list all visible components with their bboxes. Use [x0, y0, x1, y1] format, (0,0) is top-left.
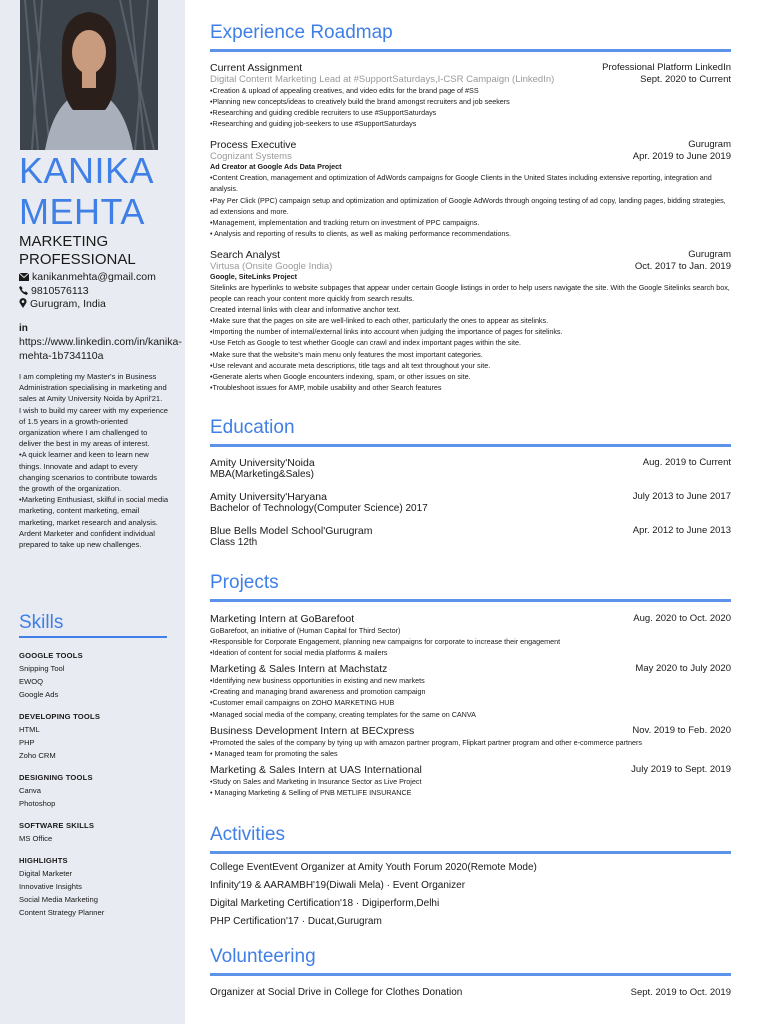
skill-item: Photoshop: [19, 799, 56, 808]
candidate-name: [19, 150, 184, 232]
job-project: Google, SiteLinks Project: [210, 271, 298, 281]
experience-heading: Experience Roadmap: [210, 22, 393, 43]
education-entry: [210, 457, 731, 480]
skill-group-highlights: [19, 855, 169, 919]
linkedin-link[interactable]: https://www.linkedin.com/in/kanika-mehta-1b734110a: [19, 336, 182, 362]
skill-item: MS Office: [19, 834, 53, 843]
project-title: Marketing & Sales Intern at Machstatz: [210, 663, 388, 676]
section-divider: [210, 973, 731, 976]
project-dates: Nov. 2019 to Feb. 2020: [632, 724, 731, 736]
school-name: Blue Bells Model School'Gurugram: [210, 525, 373, 537]
phone-text: 9810576113: [31, 285, 89, 297]
skill-item: Social Media Marketing: [19, 895, 98, 904]
job-company: Cognizant Systems: [210, 151, 292, 163]
project-dates: May 2020 to July 2020: [635, 663, 731, 675]
email-contact[interactable]: [19, 271, 156, 284]
job-title: Process Executive: [210, 139, 297, 152]
job-place: Professional Platform LinkedIn: [602, 62, 731, 73]
school-name: Amity University'Haryana: [210, 491, 327, 503]
project-bullets: •Identifying new business opportunities in existing and new markets •Creating and managing brand awareness and promotion campaign •Customer email campaigns on ZOHO MARKETING HUB •Managed social media of the company, creating templates for the same on CANVA: [210, 676, 476, 719]
education-entry: [210, 525, 731, 548]
project-dates: Aug. 2020 to Oct. 2020: [633, 613, 731, 624]
phone-icon: [19, 286, 28, 295]
map-pin-icon: [19, 298, 27, 308]
activity-item: Infinity'19 & AARAMBH'19(Diwali Mela) · Event Organizer: [210, 880, 466, 891]
skill-item: Innovative Insights: [19, 882, 82, 891]
job-title: MARKETING PROFESSIONAL: [19, 233, 136, 268]
job-entry: [210, 249, 731, 393]
education-section: [210, 417, 731, 548]
skill-item: Google Ads: [19, 690, 59, 699]
job-bullets: Sitelinks are hyperlinks to website subpages that appear under certain Google listings in order to help users navigate the site. With the Google Sitelinks search box, people can reach your content more quickly from search results. Created internal links with clear and informative anchor text. •Make sure that the pages on site are well-linked to each other, particularly the ones to appear as sitelinks. •Importing the number of internal/external links into account when judging the importance of pages for sitelinks. •Use Fetch as Google to test whether Google can crawl and index important pages within the site. •Make sure that the website's main menu only features the most important categories. •Use relevant and accurate meta descriptions, title tags and alt text throughout your site. •Generate alerts when Google encounters indexing, spam, or other issues on site. •Troubleshoot issues for AMP, mobile usability and other Search features: [210, 282, 730, 392]
phone-contact[interactable]: [19, 285, 89, 298]
skill-group-software-skills: [19, 820, 169, 845]
first-name: KANIKA: [19, 150, 155, 191]
project-entry: [210, 613, 731, 658]
volunteering-entry: [210, 987, 731, 999]
job-dates: Apr. 2019 to June 2019: [632, 151, 731, 163]
profile-summary: I am completing my Master's in Business Administration specialising in marketing and sales at Amity University Noida by April'21. I wish to build my career with my experience of 1.5 years in a growth-oriented organization where I am challenged to deliver the best in my areas of interest. •A quick learner and keen to learn new things. Innovate and adapt to every changing scenarios to contribute towards the growth of the organization. •Marketing Enthusiast, skilful in social media marketing, content marketing, email marketing, market research and analysis. Ardent Marketer and confident individual prepared to take up new challenges.: [19, 372, 169, 550]
skill-category: SOFTWARE SKILLS: [19, 821, 95, 830]
education-dates: July 2013 to June 2017: [632, 491, 731, 502]
project-bullets: •Promoted the sales of the company by tying up with amazon partner program, Flipkart partner program and other e-commerce partners • Managed team for promoting the sales: [210, 737, 642, 758]
job-entry: [210, 62, 731, 129]
skills-heading: Skills: [19, 612, 64, 633]
job-place: Gurugram: [688, 139, 731, 151]
skill-group-designing-tools: [19, 772, 169, 810]
volunteering-section: [210, 946, 731, 999]
projects-heading: Projects: [210, 572, 279, 593]
project-bullets: GoBarefoot, an initiative of (Human Capital for Third Sector) •Responsible for Corporate Engagement, planning new campaigns for corporate to increase their engagement •Ideation of content for social media platforms & mailers: [210, 626, 561, 658]
job-company: Digital Content Marketing Lead at #SupportSaturdays,I-CSR Campaign (LinkedIn): [210, 74, 555, 85]
projects-section: [210, 572, 731, 798]
activities-section: [210, 824, 731, 931]
activity-item: College EventEvent Organizer at Amity Youth Forum 2020(Remote Mode): [210, 862, 537, 873]
volunteering-title: Organizer at Social Drive in College for Clothes Donation: [210, 987, 463, 998]
skill-item: Snipping Tool: [19, 664, 65, 673]
skill-category: GOOGLE TOOLS: [19, 651, 83, 660]
degree: Bachelor of Technology(Computer Science) 2017: [210, 503, 428, 514]
degree: MBA(Marketing&Sales): [210, 469, 314, 480]
job-project: Ad Creator at Google Ads Data Project: [210, 162, 342, 172]
volunteering-heading: Volunteering: [210, 946, 316, 967]
job-title: Current Assignment: [210, 62, 303, 74]
project-bullets: •Study on Sales and Marketing in Insurance Sector as Live Project • Managing Marketing & Selling of PNB METLIFE INSURANCE: [210, 776, 422, 797]
location-text: Gurugram, India: [30, 298, 106, 310]
section-divider: [210, 49, 731, 52]
job-bullets: •Creation & upload of appealing creatives, and video edits for the brand page of #SS •Planning new concepts/ideas to creatively build the brand amongst recruiters and job seekers •Researching and guiding credible recruiters to use #SupportSaturdays •Researching and guiding job-seekers to use #SupportSaturdays: [210, 86, 510, 129]
skill-category: DESIGNING TOOLS: [19, 773, 93, 782]
job-entry: [210, 139, 731, 239]
project-entry: [210, 725, 731, 759]
job-bullets: •Content Creation, management and optimization of AdWords campaigns for Google Clients in the United States including extensive reporting, integration and analysis. •Pay Per Click (PPC) campaign setup and optimization and optimization of Google AdWords through ongoing testing of ad copy, landing pages, bidding strategies, ad extensions and more. •Management, implementation and tracking return on investment of PPC campaigns. • Analysis and reporting of results to clients, as well as making performance recommendations.: [210, 173, 726, 238]
email-text: kanikanmehta@gmail.com: [32, 271, 156, 283]
last-name: MEHTA: [19, 191, 145, 232]
skill-item: HTML: [19, 725, 40, 734]
job-dates: Sept. 2020 to Current: [640, 74, 731, 85]
project-title: Marketing Intern at GoBarefoot: [210, 613, 355, 625]
experience-section: [210, 22, 731, 393]
profile-photo: [20, 0, 158, 150]
skill-item: PHP: [19, 738, 35, 747]
job-dates: Oct. 2017 to Jan. 2019: [634, 260, 731, 272]
section-divider: [210, 599, 731, 602]
skills-divider: [19, 636, 167, 638]
activities-heading: Activities: [210, 824, 285, 845]
activity-item: PHP Certification'17 · Ducat,Gurugram: [210, 916, 382, 927]
envelope-icon: [19, 273, 29, 281]
school-name: Amity University'Noida: [210, 457, 315, 469]
project-title: Business Development Intern at BECxpress: [210, 724, 415, 737]
degree: Class 12th: [210, 537, 258, 548]
skill-item: Zoho CRM: [19, 751, 56, 760]
job-title: Search Analyst: [210, 248, 281, 261]
skill-item: Content Strategy Planner: [19, 908, 105, 917]
project-dates: July 2019 to Sept. 2019: [631, 763, 731, 775]
skill-group-developing-tools: [19, 711, 169, 762]
project-entry: [210, 764, 731, 798]
skill-item: Digital Marketer: [19, 869, 73, 878]
skill-item: EWOQ: [19, 677, 44, 686]
volunteering-dates: Sept. 2019 to Oct. 2019: [630, 987, 731, 998]
location-contact: [19, 298, 106, 311]
education-entry: [210, 491, 731, 514]
job-place: Gurugram: [688, 248, 731, 260]
skill-category: HIGHLIGHTS: [19, 856, 68, 865]
section-divider: [210, 851, 731, 854]
sidebar: [0, 0, 185, 1024]
skill-category: DEVELOPING TOOLS: [19, 712, 101, 721]
activity-item: Digital Marketing Certification'18 · Digiperform,Delhi: [210, 898, 440, 909]
linkedin-icon: in: [19, 323, 28, 334]
job-company: Virtusa (Onsite Google India): [210, 260, 333, 272]
education-dates: Apr. 2012 to June 2013: [632, 525, 731, 536]
project-title: Marketing & Sales Intern at UAS International: [210, 763, 422, 776]
skill-group-google-tools: [19, 650, 169, 701]
section-divider: [210, 444, 731, 447]
education-heading: Education: [210, 417, 295, 438]
skill-item: Canva: [19, 786, 41, 795]
education-dates: Aug. 2019 to Current: [642, 457, 731, 468]
project-entry: [210, 663, 731, 719]
